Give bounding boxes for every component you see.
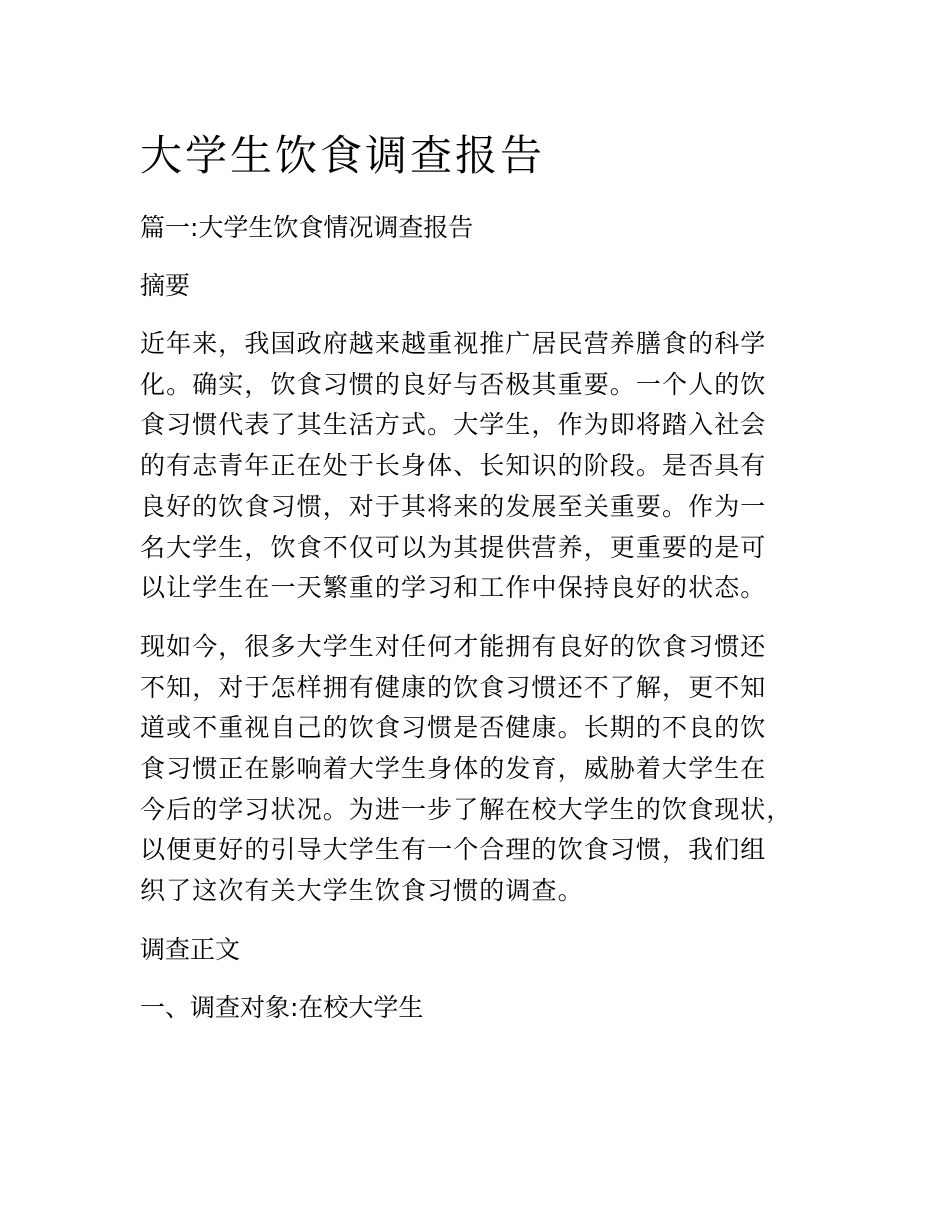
- paragraph-line: 以让学生在一天繁重的学习和工作中保持良好的状态。: [140, 573, 767, 603]
- paragraph-line: 织了这次有关大学生饮食习惯的调查。: [140, 876, 584, 906]
- paragraph-line: 今后的学习状况。为进一步了解在校大学生的饮食现状，: [140, 794, 793, 824]
- paragraph-line: 的有志青年正在处于长身体、长知识的阶段。是否具有: [140, 451, 767, 481]
- paragraph-line: 名大学生，饮食不仅可以为其提供营养，更重要的是可: [140, 532, 767, 562]
- paragraph-line: 不知，对于怎样拥有健康的饮食习惯还不了解，更不知: [140, 672, 767, 702]
- paragraph-line: 良好的饮食习惯，对于其将来的发展至关重要。作为一: [140, 491, 767, 521]
- paragraph-line: 道或不重视自己的饮食习惯是否健康。长期的不良的饮: [140, 713, 767, 743]
- document-content: [140, 126, 800, 1028]
- abstract-heading: 摘要: [140, 271, 191, 300]
- abstract-paragraph-1: [140, 324, 800, 609]
- paragraph-line: 食习惯正在影响着大学生身体的发育，威胁着大学生在: [140, 754, 767, 784]
- body-heading: 调查正文: [140, 934, 241, 964]
- paragraph-line: 现如今，很多大学生对任何才能拥有良好的饮食习惯还: [140, 631, 767, 661]
- paragraph-line: 食习惯代表了其生活方式。大学生，作为即将踏入社会: [140, 410, 767, 440]
- section-1-heading: 一、调查对象:在校大学生: [140, 992, 424, 1022]
- document-title: 大学生饮食调查报告: [140, 131, 546, 180]
- abstract-paragraph-2: [140, 627, 800, 912]
- paragraph-line: 化。确实，饮食习惯的良好与否极其重要。一个人的饮: [140, 369, 767, 399]
- document-subtitle: 篇一:大学生饮食情况调查报告: [140, 213, 474, 242]
- paragraph-line: 以便更好的引导大学生有一个合理的饮食习惯，我们组: [140, 835, 767, 865]
- paragraph-line: 近年来，我国政府越来越重视推广居民营养膳食的科学: [140, 329, 767, 358]
